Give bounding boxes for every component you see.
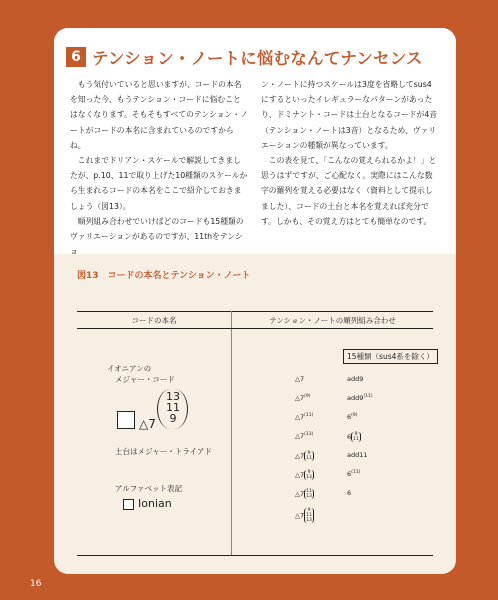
chord-base: △7 (295, 452, 305, 460)
variation-count-box: 15種類（sus4系を除く） (343, 349, 438, 364)
page-number: 16 (30, 579, 42, 589)
alt-superscript: (11) (351, 470, 361, 475)
tension-fraction: 9 11 13 (306, 508, 312, 523)
figure-table (77, 311, 433, 556)
text-area (54, 28, 456, 257)
combination-row (295, 468, 435, 482)
combination-row (295, 411, 435, 425)
body-column-left (70, 77, 248, 259)
chord-base: △7 (295, 413, 305, 422)
chord-symbol: △7 (139, 417, 156, 431)
alphabet-value: Ionian (138, 497, 172, 510)
tension-superscript: (9) (304, 394, 311, 399)
combinations-cell (232, 329, 434, 556)
paragraph: ン・ノートに持つスケールは3度を省略してsus4にするといったイレギュラーなパターンがあったり、ドミナント・コードは土台となるコードが4音（テンション・ノートは3音）となるため、ヴァリエーションの種類が異なっています。 (261, 80, 438, 150)
paragraph: もう気付いていると思いますが、コードの本名を知った今、もうテンション・コードに悩むことはなくなります。そもそもすべてのテンション・ノートがコードの本名に含まれているのですからね。 (70, 80, 248, 150)
section-title: テンション・ノートに悩むなんてナンセンス (92, 49, 423, 68)
chord-base: △7 (295, 471, 305, 479)
combination-row (295, 430, 435, 444)
chord-base: △7 (295, 490, 305, 498)
alt-chord: add11 (347, 451, 368, 459)
chord-label: メジャー・コード (115, 375, 175, 384)
tension-fraction: 11 13 (306, 489, 312, 499)
alt-superscript: (9) (351, 413, 358, 418)
tension-stack (162, 391, 184, 424)
tension-fraction: 9 11 (306, 451, 312, 461)
column-header: コードの本名 (77, 312, 232, 329)
scale-label: イオニアンの (107, 364, 152, 373)
root-placeholder-box (123, 499, 134, 510)
section-number-badge: 6 (66, 47, 86, 67)
alt-chord: add9 (347, 375, 364, 384)
combination-row (295, 373, 435, 387)
paragraph: これまでドリアン・スケールで解説してきましたが、p.10、11で取り上げた10種類のスケールから生まれるコードの本名をここで紹介しておきましょう（図13）。 (70, 156, 248, 211)
chord-base: △7 (295, 432, 305, 441)
combination-row (295, 392, 435, 406)
tension-superscript: (11) (304, 413, 314, 418)
combination-row (295, 487, 435, 501)
alt-chord: 6 (347, 433, 352, 441)
body-column-right (261, 77, 439, 229)
content-panel (54, 28, 456, 574)
section-heading (66, 45, 423, 69)
tension-number: 9 (169, 412, 177, 425)
root-placeholder-box (117, 411, 135, 429)
chord-base: △7 (295, 511, 305, 520)
alphabet-label: アルファベット表記 (115, 484, 183, 493)
chord-base: △7 (295, 394, 305, 403)
alt-superscript: (11) (363, 394, 373, 399)
alt-chord: 6 (347, 413, 352, 422)
foundation-label: 土台はメジャー・トライアド (115, 447, 212, 456)
figure-title: 図13 コードの本名とテンション・ノート (77, 271, 251, 281)
tension-number: 13 (166, 390, 180, 403)
column-header: テンション・ノートの順列組み合わせ (232, 312, 434, 329)
tension-superscript: (13) (304, 432, 314, 437)
alt-chord: 6 (347, 470, 352, 479)
alt-chord: add9 (347, 394, 364, 403)
chord-name-cell (77, 329, 232, 556)
paragraph: 順列組み合わせでいけばどのコードも15種類のヴァリエーションがあるのですが、11thをテンショ (70, 216, 244, 257)
combination-row (295, 449, 435, 463)
paragraph: この表を見て、「こんなの覚えられるかよ！」と思うはずですが、ご心配なく。実際にはこんな数字の羅列を覚える必要はなく（資料として提示しました）、コードの土台と本名を覚えれば充分です。しかも、その覚え方はとても簡単なのです。 (261, 156, 437, 226)
alt-fraction: 9 11 (353, 432, 359, 442)
tension-number: 11 (166, 401, 180, 414)
combination-row (295, 506, 435, 523)
tension-fraction: 9 13 (306, 470, 312, 480)
alt-chord: 6 (347, 489, 352, 497)
chord-base: △7 (295, 375, 305, 384)
